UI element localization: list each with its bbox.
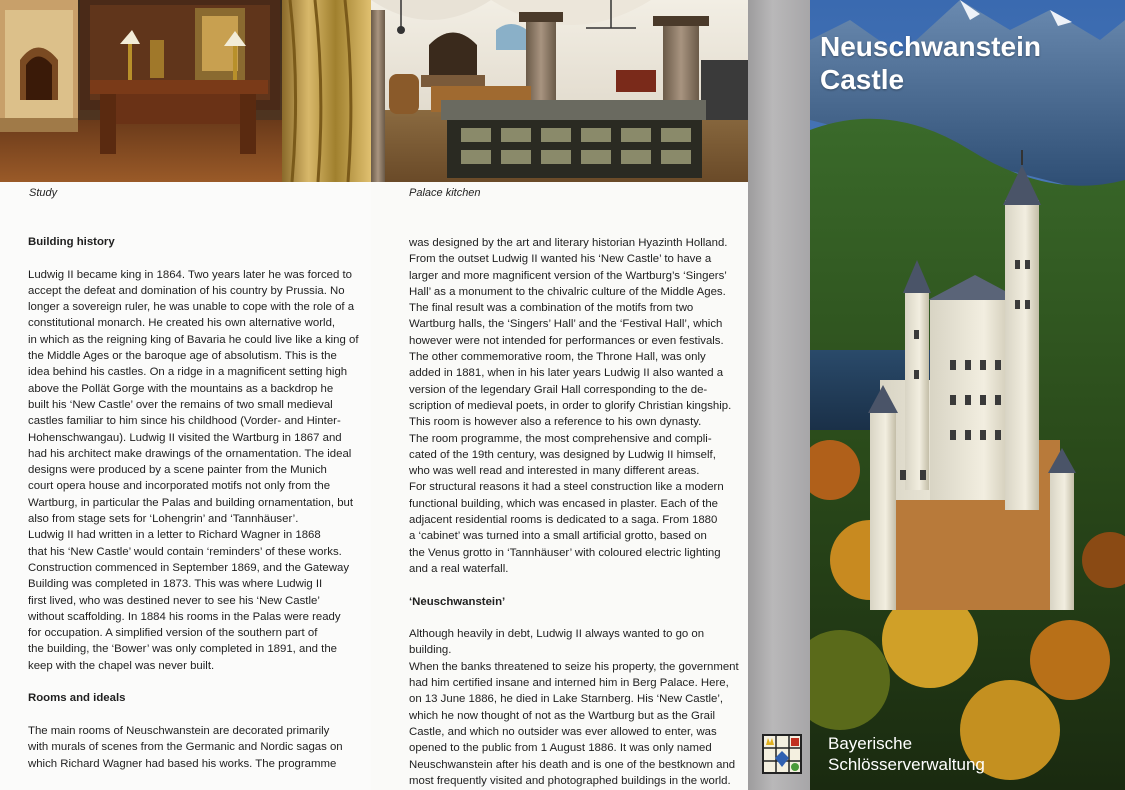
- text-line: Building was completed in 1873. This was where Ludwig II: [28, 578, 323, 591]
- text-line: version of the legendary Grail Hall corresponding to the de-: [409, 383, 708, 396]
- text-line: This room is however also a reference to his own dynasty.: [409, 416, 702, 429]
- kitchen-image: [371, 0, 748, 182]
- middle-article: [409, 235, 744, 789]
- text-line: Wartburg halls, the ‘Singers’ Hall’ and the ‘Festival Hall’, which: [409, 318, 723, 331]
- kitchen-caption: Palace kitchen: [409, 187, 481, 199]
- publisher-name: [828, 733, 985, 775]
- text-line: had his architect make drawings of the ornamentation. The ideal: [28, 447, 352, 460]
- text-line: The room programme, the most comprehensive and compli-: [409, 432, 712, 445]
- text-line: cated of the 19th century, was designed by Ludwig II himself,: [409, 448, 716, 461]
- rooms-and-ideals-paragraph: [28, 723, 368, 772]
- text-line: longer a sovereign ruler, he was unable to cope with the role of a: [28, 301, 355, 314]
- text-line: Ludwig II had written in a letter to Richard Wagner in 1868: [28, 529, 321, 542]
- text-line: which he now thought of not as the Wartburg but as the Grail: [409, 709, 716, 722]
- text-line: Castle, and which no outsider was ever allowed to enter, was: [409, 725, 717, 738]
- text-line: constitutional monarch. He created his own alternative world,: [28, 317, 336, 330]
- text-line: The main rooms of Neuschwanstein are decorated primarily: [28, 724, 330, 737]
- kitchen-photo: [371, 0, 748, 182]
- grail-hall-paragraph: [409, 235, 744, 577]
- text-line: For structural reasons it had a steel construction like a modern: [409, 481, 724, 494]
- text-line: with murals of scenes from the Germanic and Nordic sagas on: [28, 741, 343, 754]
- title-line-1: Neuschwanstein: [820, 31, 1041, 62]
- text-line: who was well read and interested in many different areas.: [409, 465, 700, 478]
- rooms-and-ideals-heading: Rooms and ideals: [28, 692, 126, 705]
- text-line: Neuschwanstein after his death and is one of the bestknown and: [409, 758, 736, 771]
- text-line: court opera house and incorporated motifs not only from the: [28, 480, 331, 493]
- text-line: Hall’ as a monument to the chivalric culture of the Middle Ages.: [409, 285, 726, 298]
- neuschwanstein-heading: ‘Neuschwanstein’: [409, 595, 506, 608]
- text-line: for occupation. A simplified version of the southern part of: [28, 627, 318, 640]
- text-line: a ‘cabinet’ was turned into a small artificial grotto, based on: [409, 530, 707, 543]
- text-line: castles familiar to him since his childhood (Vorder- and Hinter-: [28, 415, 341, 428]
- text-line: on 13 June 1886, he died in Lake Starnberg. His ‘New Castle’,: [409, 693, 724, 706]
- middle-page: [371, 0, 748, 790]
- building-history-paragraph: [28, 267, 368, 674]
- neuschwanstein-paragraph: [409, 626, 744, 789]
- text-line: Although heavily in debt, Ludwig II always wanted to go on building.: [409, 628, 705, 657]
- text-line: the building, the ‘Bower’ was only completed in 1891, and the: [28, 643, 338, 656]
- text-line: The other commemorative room, the Throne Hall, was only: [409, 351, 706, 364]
- study-caption: Study: [29, 187, 58, 199]
- brochure-title: [820, 30, 1041, 96]
- study-photo: [0, 0, 371, 182]
- text-line: the Middle Ages or the baroque age of absolutism. This is the: [28, 350, 337, 363]
- text-line: built his ‘New Castle’ over the remains of two small medieval: [28, 398, 333, 411]
- text-line: scription of medieval poets, in order to glorify Christian kingship.: [409, 399, 732, 412]
- castle-cover-image: [810, 0, 1125, 790]
- text-line: also from stage sets for ‘Lohengrin’ and ‘Tannhäuser’.: [28, 513, 299, 526]
- text-line: and a real waterfall.: [409, 562, 509, 575]
- bavarian-palace-administration-logo-icon: [762, 734, 802, 774]
- text-line: above the Pollät Gorge with the mountains as a backdrop he: [28, 382, 334, 395]
- text-line: accept the defeat and domination of his country by Prussia. No: [28, 284, 345, 297]
- text-line: functional building, which was encased in plaster. Each of the: [409, 497, 719, 510]
- text-line: idea behind his castles. On a ridge in a magnificent setting high: [28, 366, 348, 379]
- cover-page: [810, 0, 1125, 790]
- text-line: most frequently visited and photographed buildings in the world.: [409, 774, 731, 787]
- left-page: [0, 0, 371, 790]
- text-line: keep with the chapel was never built.: [28, 659, 215, 672]
- text-line: opened to the public from 1 August 1886. It was only named: [409, 742, 712, 755]
- fold-strip: [748, 0, 810, 790]
- publisher-line-1: Bayerische: [828, 734, 913, 753]
- text-line: however were not intended for performances or even festivals.: [409, 334, 724, 347]
- text-line: which Richard Wagner had based his works. The programme: [28, 757, 337, 770]
- text-line: Wartburg, in particular the Palas and building ornamentation, but: [28, 496, 354, 509]
- study-image: [0, 0, 371, 182]
- text-line: without scaffolding. In 1884 his rooms in the Palas were ready: [28, 610, 341, 623]
- text-line: in which as the reigning king of Bavaria he could live like a king of: [28, 333, 359, 346]
- text-line: first lived, who was destined never to see his ‘New Castle’: [28, 594, 320, 607]
- text-line: From the outset Ludwig II wanted his ‘New Castle’ to have a: [409, 253, 712, 266]
- text-line: was designed by the art and literary historian Hyazinth Holland.: [409, 237, 728, 249]
- text-line: had him certified insane and interned him in Berg Palace. Here,: [409, 677, 729, 690]
- text-line: larger and more magnificent version of the Wartburg’s ‘Singers’: [409, 269, 727, 282]
- text-line: Construction commenced in September 1869, and the Gateway: [28, 561, 350, 574]
- text-line: the Venus grotto in ‘Tannhäuser’ with coloured electric lighting: [409, 546, 721, 559]
- building-history-heading: Building history: [28, 236, 115, 248]
- text-line: added in 1881, when in his later years Ludwig II also wanted a: [409, 367, 724, 380]
- text-line: Ludwig II became king in 1864. Two years later he was forced to: [28, 268, 352, 281]
- text-line: that his ‘New Castle’ would contain ‘reminders’ of these works.: [28, 545, 342, 558]
- text-line: The final result was a combination of the motifs from two: [409, 302, 694, 315]
- text-line: adjacent residential rooms is dedicated to a saga. From 1880: [409, 514, 718, 527]
- text-line: designs were produced by a scene painter from the Munich: [28, 464, 327, 477]
- text-line: Hohenschwangau). Ludwig II visited the Wartburg in 1867 and: [28, 431, 342, 444]
- left-article: [28, 234, 368, 772]
- text-line: When the banks threatened to seize his property, the government: [409, 660, 739, 673]
- title-line-2: Castle: [820, 64, 905, 95]
- publisher-line-2: Schlösserverwaltung: [828, 755, 985, 774]
